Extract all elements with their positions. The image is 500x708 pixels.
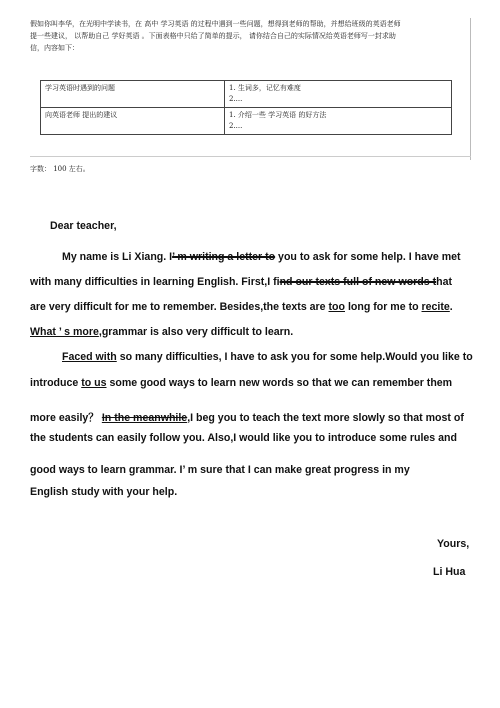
underlined-text: Faced with bbox=[62, 351, 117, 363]
letter-line: the students can easily follow you. Also,I would like you to introduce some rules and bbox=[30, 432, 457, 444]
text-segment: you to ask for some help. I have met bbox=[275, 251, 461, 263]
letter-signature: Li Hua bbox=[433, 566, 466, 578]
word-count: 字数： 100 左右。 bbox=[30, 165, 90, 173]
text-segment: more easily？ bbox=[30, 412, 102, 424]
frame-border bbox=[470, 18, 471, 70]
text-segment: ,I beg you to teach the text more slowly so that most of bbox=[187, 412, 464, 424]
table-item: 1. 生词多，记忆有难度 bbox=[229, 84, 301, 92]
underlined-text: What ’ s more bbox=[30, 326, 99, 338]
struck-text: In the meanwhile bbox=[101, 412, 188, 424]
letter-line bbox=[30, 410, 485, 425]
underlined-text: recite bbox=[421, 301, 450, 313]
table-item: 1. 介绍一些 学习英语 的好方法 bbox=[229, 111, 327, 119]
text-segment: with many difficulties in learning English. First,I fi bbox=[30, 276, 280, 288]
text-segment: long for me to bbox=[345, 301, 422, 313]
frame-border bbox=[30, 156, 471, 157]
letter-line bbox=[30, 301, 485, 313]
letter-line bbox=[62, 351, 500, 363]
table-cell-content bbox=[225, 81, 452, 108]
table-cell-label: 向英语老师 提出的建议 bbox=[41, 108, 225, 135]
text-segment: . bbox=[449, 301, 453, 313]
prompt-line: 假如你叫李华，在光明中学读书，在 高中 学习英语 的过程中遇到一些问题，想得到老师的帮助，并想给班级的英语老师 bbox=[30, 20, 401, 28]
frame-border bbox=[470, 70, 471, 160]
letter-line bbox=[30, 276, 485, 288]
table-item: 2.... bbox=[229, 95, 243, 103]
text-segment: hat bbox=[436, 276, 453, 288]
letter-line: good ways to learn grammar. I’ m sure that I can make great progress in my bbox=[30, 464, 410, 476]
table-row bbox=[41, 81, 452, 108]
prompt-text bbox=[30, 18, 470, 54]
hint-table bbox=[40, 80, 452, 135]
prompt-line: 信，内容如下： bbox=[30, 44, 79, 52]
text-segment: introduce bbox=[30, 377, 82, 389]
text-segment: My name is Li Xiang. I bbox=[62, 251, 173, 263]
letter-line bbox=[62, 251, 500, 263]
struck-text: nd our texts full of new words t bbox=[279, 276, 437, 288]
table-row bbox=[41, 108, 452, 135]
letter-salutation: Dear teacher, bbox=[50, 220, 117, 232]
table-item: 2.... bbox=[229, 122, 243, 130]
prompt-line: 提一些建议， 以帮助自己 学好英语 。下面表格中只给了简单的提示， 请你结合自己的实际情况给英语老师写一封求助 bbox=[30, 32, 396, 40]
text-segment: ,grammar is also very difficult to learn. bbox=[98, 326, 294, 338]
text-segment: so many difficulties, I have to ask you for some help.Would you like to bbox=[116, 351, 473, 363]
letter-line: English study with your help. bbox=[30, 486, 178, 498]
text-segment: are very difficult for me to remember. Besides,the texts are bbox=[30, 301, 329, 313]
letter-closing: Yours, bbox=[437, 538, 470, 550]
underlined-text: to us bbox=[81, 377, 107, 389]
letter-line bbox=[30, 377, 485, 389]
table-cell-content bbox=[225, 108, 452, 135]
table-cell-label: 学习英语时遇到的问题 bbox=[41, 81, 225, 108]
text-segment: some good ways to learn new words so that we can remember them bbox=[106, 377, 453, 389]
letter-line bbox=[30, 326, 485, 338]
underlined-text: too bbox=[328, 301, 345, 313]
struck-text: ’ m writing a letter to bbox=[172, 251, 276, 263]
